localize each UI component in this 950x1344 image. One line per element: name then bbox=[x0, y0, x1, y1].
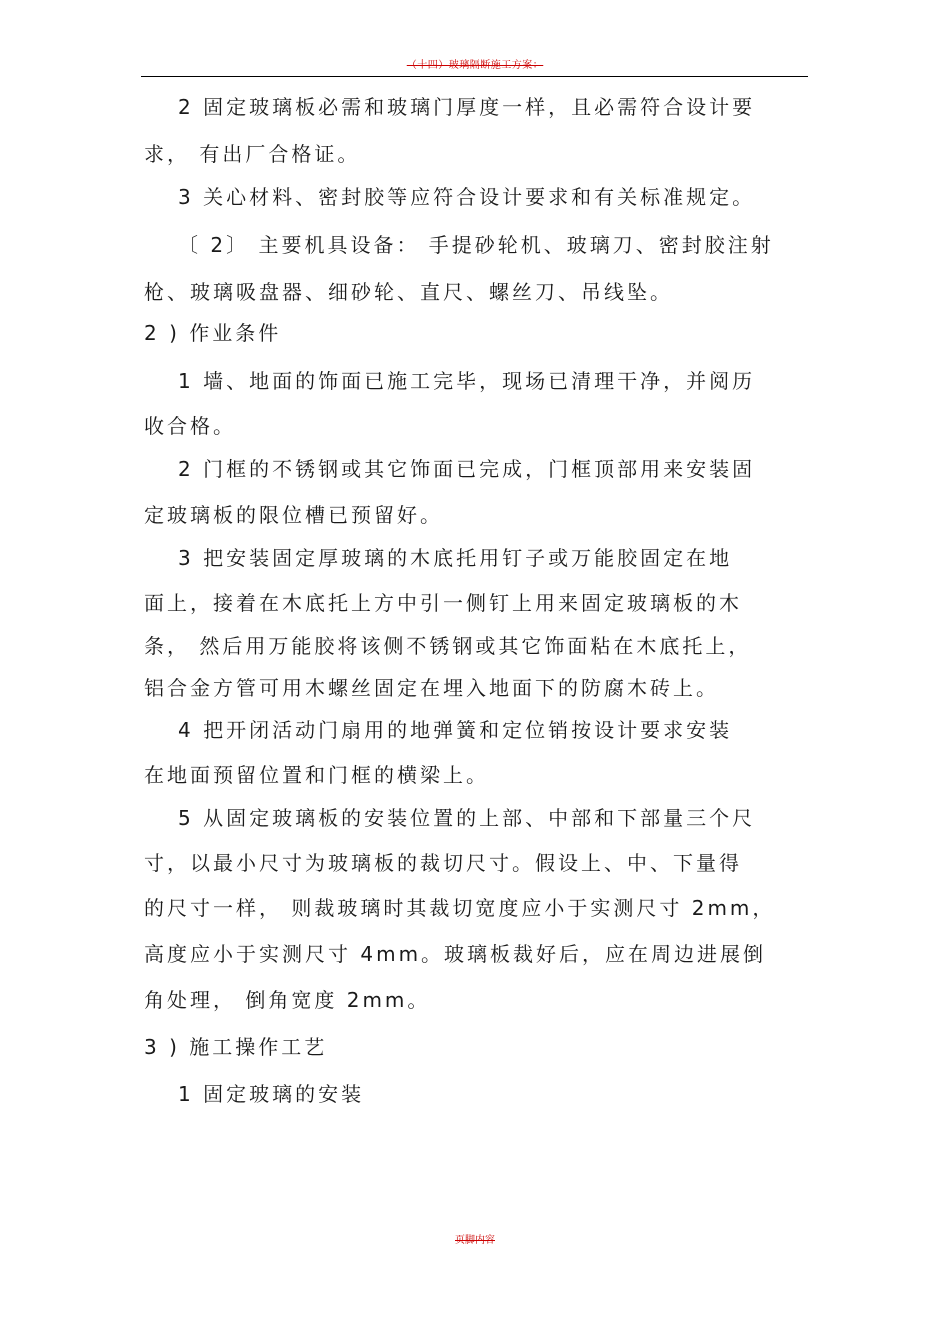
paragraph-line: 收合格。 bbox=[144, 414, 236, 438]
paragraph-line: 2 门框的不锈钢或其它饰面已完成，门框顶部用来安装固 bbox=[178, 457, 756, 481]
header-divider bbox=[141, 76, 808, 77]
paragraph-line: 求， 有出厂合格证。 bbox=[144, 142, 361, 166]
paragraph-line: 5 从固定玻璃板的安装位置的上部、中部和下部量三个尺 bbox=[178, 806, 756, 830]
page-footer: 页脚内容 bbox=[455, 1235, 495, 1246]
paragraph-line: 角处理， 倒角宽度 2mm。 bbox=[144, 988, 431, 1012]
paragraph-line: 2 固定玻璃板必需和玻璃门厚度一样，且必需符合设计要 bbox=[178, 95, 756, 119]
section-heading: 3 ) 施工操作工艺 bbox=[144, 1035, 328, 1059]
paragraph-line: 的尺寸一样， 则裁玻璃时其裁切宽度应小于实测尺寸 2mm， bbox=[144, 896, 776, 920]
paragraph-line: 在地面预留位置和门框的横梁上。 bbox=[144, 763, 489, 787]
paragraph-line: 铝合金方管可用木螺丝固定在埋入地面下的防腐木砖上。 bbox=[144, 676, 719, 700]
paragraph-line: 3 把安装固定厚玻璃的木底托用钉子或万能胶固定在地 bbox=[178, 546, 733, 570]
paragraph-line: 定玻璃板的限位槽已预留好。 bbox=[144, 503, 443, 527]
paragraph-line: 枪、玻璃吸盘器、细砂轮、直尺、螺丝刀、吊线坠。 bbox=[144, 280, 673, 304]
paragraph-line: 面上，接着在木底托上方中引一侧钉上用来固定玻璃板的木 bbox=[144, 591, 742, 615]
paragraph-line: 1 固定玻璃的安装 bbox=[178, 1082, 365, 1106]
paragraph-line: 〔 2〕 主要机具设备： 手提砂轮机、玻璃刀、密封胶注射 bbox=[178, 233, 774, 257]
paragraph-line: 条， 然后用万能胶将该侧不锈钢或其它饰面粘在木底托上， bbox=[144, 634, 752, 658]
section-heading: 2 ) 作业条件 bbox=[144, 321, 282, 345]
paragraph-line: 4 把开闭活动门扇用的地弹簧和定位销按设计要求安装 bbox=[178, 718, 733, 742]
paragraph-line: 寸，以最小尺寸为玻璃板的裁切尺寸。假设上、中、下量得 bbox=[144, 851, 742, 875]
paragraph-line: 3 关心材料、密封胶等应符合设计要求和有关标准规定。 bbox=[178, 185, 756, 209]
paragraph-line: 高度应小于实测尺寸 4mm。玻璃板裁好后，应在周边进展倒 bbox=[144, 942, 767, 966]
paragraph-line: 1 墙、地面的饰面已施工完毕，现场已清理干净，并阅历 bbox=[178, 369, 756, 393]
page-header: （十四）玻璃隔断施工方案： bbox=[406, 60, 544, 71]
